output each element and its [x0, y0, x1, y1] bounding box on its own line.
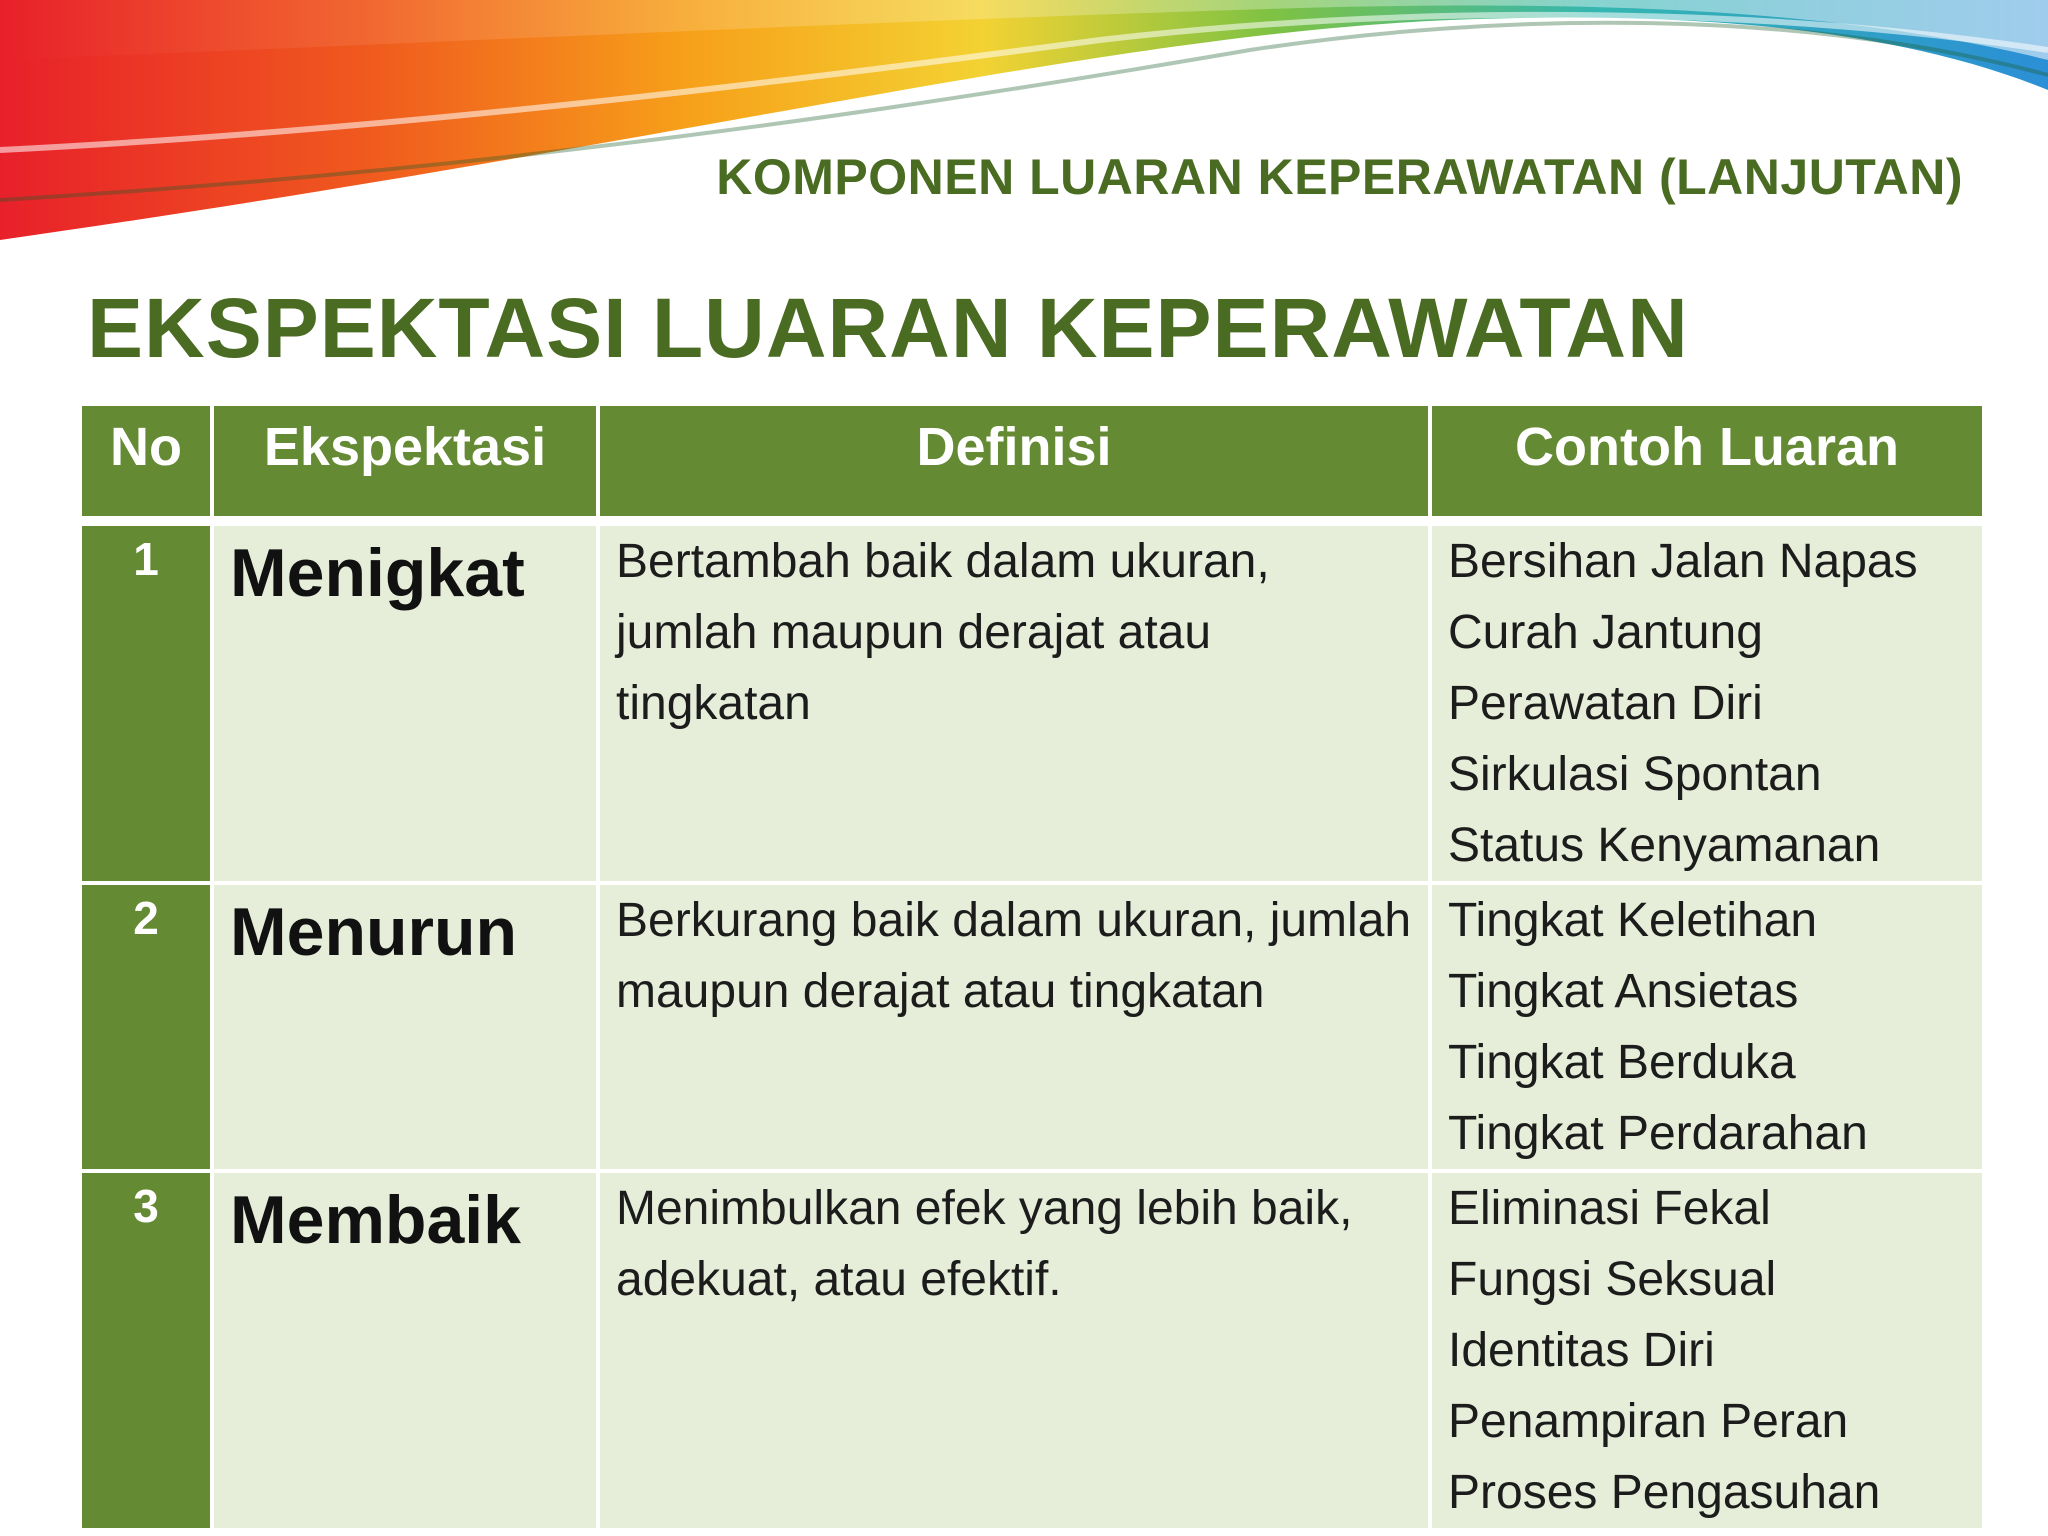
row-expectation: Menigkat — [212, 521, 598, 883]
example-item: Bersihan Jalan Napas — [1448, 535, 1918, 588]
slide-subtitle: KOMPONEN LUARAN KEPERAWATAN (LANJUTAN) — [716, 149, 1963, 205]
row-definition: Berkurang baik dalam ukuran, jumlah maupun derajat atau tingkatan — [598, 883, 1430, 1171]
rainbow-swoosh-decoration — [0, 0, 2048, 260]
outcome-expectation-table — [78, 406, 1986, 1532]
row-examples — [1430, 883, 1984, 1171]
row-examples — [1430, 521, 1984, 883]
row-number: 1 — [80, 521, 212, 883]
row-number: 2 — [80, 883, 212, 1171]
row-definition: Bertambah baik dalam ukuran, jumlah maupun derajat atau tingkatan — [598, 521, 1430, 883]
table-row — [80, 1171, 1984, 1530]
example-item: Status Kenyamanan — [1448, 819, 1881, 872]
example-item: Tingkat Ansietas — [1448, 965, 1799, 1018]
header-expectation: Ekspektasi — [212, 406, 598, 521]
example-item: Eliminasi Fekal — [1448, 1182, 1771, 1235]
table-header-row — [80, 406, 1984, 521]
row-expectation: Membaik — [212, 1171, 598, 1530]
header-examples: Contoh Luaran — [1430, 406, 1984, 521]
example-item: Tingkat Berduka — [1448, 1036, 1796, 1089]
example-item: Proses Pengasuhan — [1448, 1466, 1881, 1519]
table-row — [80, 521, 1984, 883]
example-item: Sirkulasi Spontan — [1448, 748, 1822, 801]
row-examples — [1430, 1171, 1984, 1530]
row-number: 3 — [80, 1171, 212, 1530]
example-item: Tingkat Perdarahan — [1448, 1107, 1868, 1160]
example-item: Identitas Diri — [1448, 1324, 1715, 1377]
example-item: Perawatan Diri — [1448, 677, 1763, 730]
row-expectation: Menurun — [212, 883, 598, 1171]
example-item: Tingkat Keletihan — [1448, 894, 1818, 947]
slide-title: EKSPEKTASI LUARAN KEPERAWATAN — [87, 281, 1689, 375]
example-item: Curah Jantung — [1448, 606, 1763, 659]
header-definition: Definisi — [598, 406, 1430, 521]
example-item: Penampiran Peran — [1448, 1395, 1849, 1448]
example-item: Fungsi Seksual — [1448, 1253, 1777, 1306]
header-no: No — [80, 406, 212, 521]
table-row — [80, 883, 1984, 1171]
row-definition: Menimbulkan efek yang lebih baik, adekuat, atau efektif. — [598, 1171, 1430, 1530]
